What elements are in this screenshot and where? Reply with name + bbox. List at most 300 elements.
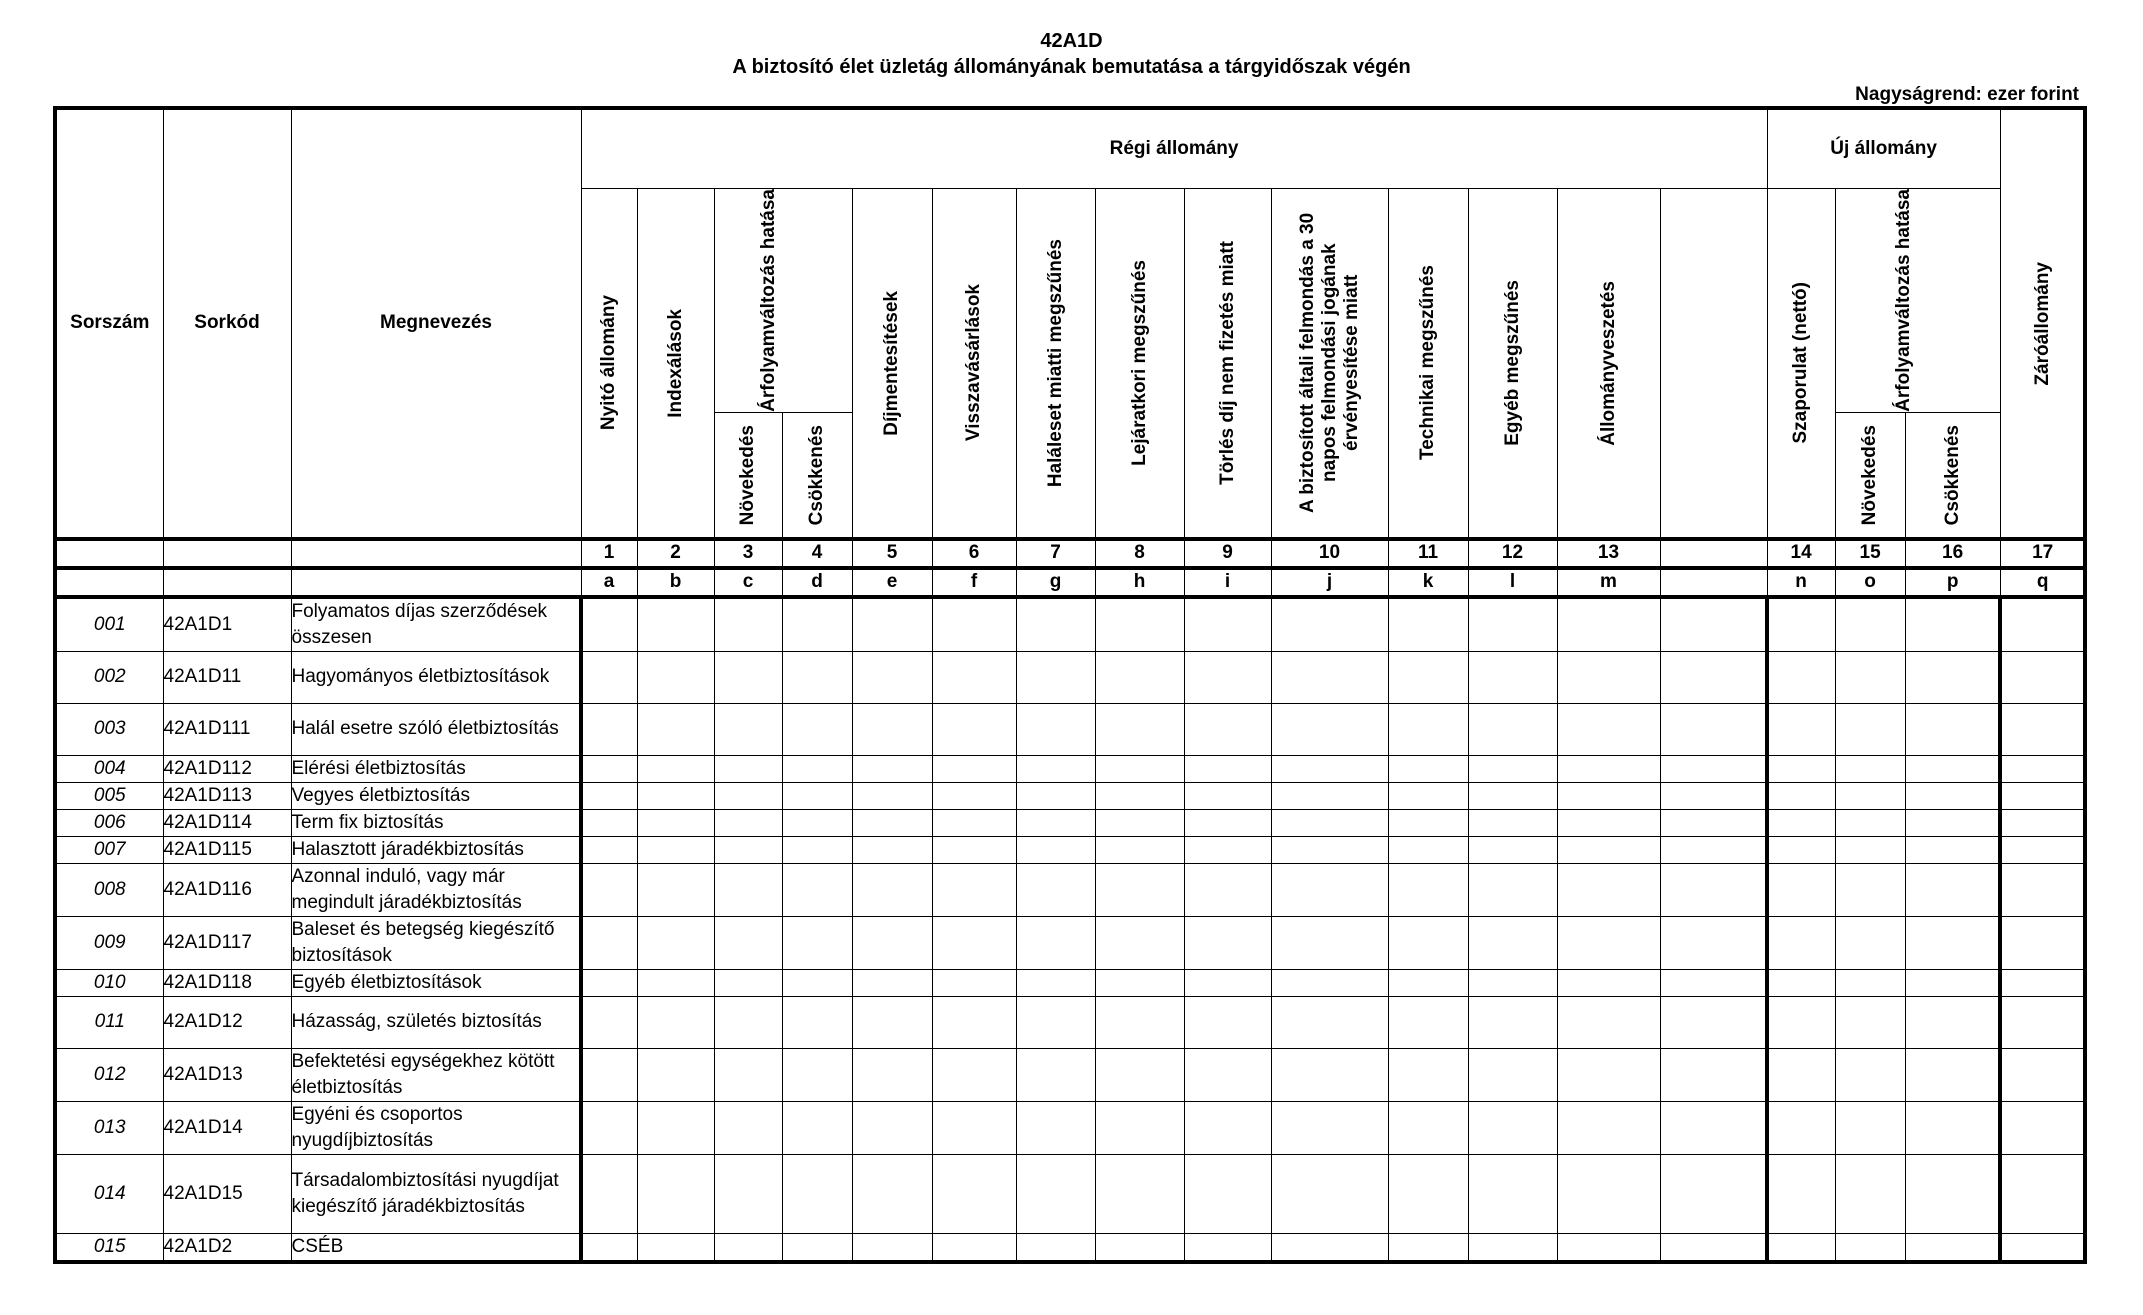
value-cell[interactable] — [581, 1101, 637, 1154]
value-cell[interactable] — [1184, 1154, 1271, 1233]
value-cell[interactable] — [1184, 809, 1271, 836]
value-cell[interactable] — [782, 1154, 852, 1233]
value-cell[interactable] — [1095, 836, 1184, 863]
value-cell[interactable] — [1905, 1233, 2000, 1262]
value-cell[interactable] — [1271, 969, 1388, 996]
value-cell[interactable] — [1557, 597, 1660, 652]
value-cell[interactable] — [1905, 916, 2000, 969]
value-cell[interactable] — [1095, 1101, 1184, 1154]
value-cell[interactable] — [782, 597, 852, 652]
value-cell[interactable] — [714, 597, 782, 652]
value-cell[interactable] — [1835, 836, 1905, 863]
value-cell[interactable] — [852, 863, 932, 916]
value-cell[interactable] — [1557, 836, 1660, 863]
value-cell[interactable] — [714, 836, 782, 863]
value-cell[interactable] — [1271, 836, 1388, 863]
value-cell[interactable] — [1468, 1233, 1557, 1262]
value-cell[interactable] — [1468, 863, 1557, 916]
value-cell[interactable] — [581, 1233, 637, 1262]
value-cell[interactable] — [1767, 836, 1835, 863]
value-cell[interactable] — [581, 1154, 637, 1233]
value-cell[interactable] — [1468, 703, 1557, 755]
value-cell[interactable] — [1468, 916, 1557, 969]
value-cell[interactable] — [1184, 782, 1271, 809]
value-cell[interactable] — [1905, 809, 2000, 836]
value-cell[interactable] — [637, 836, 714, 863]
value-cell[interactable] — [1468, 1048, 1557, 1101]
value-cell[interactable] — [1468, 996, 1557, 1048]
value-cell[interactable] — [1468, 969, 1557, 996]
value-cell[interactable] — [782, 996, 852, 1048]
value-cell[interactable] — [1184, 755, 1271, 782]
value-cell[interactable] — [1557, 1154, 1660, 1233]
value-cell[interactable] — [1388, 996, 1468, 1048]
value-cell[interactable] — [1660, 809, 1767, 836]
value-cell[interactable] — [1016, 863, 1095, 916]
value-cell[interactable] — [1660, 597, 1767, 652]
value-cell[interactable] — [782, 1101, 852, 1154]
col-letter: c — [714, 568, 782, 597]
value-cell[interactable] — [932, 836, 1016, 863]
value-cell[interactable] — [637, 1048, 714, 1101]
value-cell[interactable] — [581, 836, 637, 863]
value-cell[interactable] — [782, 651, 852, 703]
row-code: 42A1D12 — [163, 996, 291, 1048]
row-code: 42A1D1 — [163, 597, 291, 652]
value-cell[interactable] — [852, 996, 932, 1048]
value-cell[interactable] — [1095, 782, 1184, 809]
value-cell[interactable] — [1767, 703, 1835, 755]
value-cell[interactable] — [581, 597, 637, 652]
value-cell[interactable] — [1388, 782, 1468, 809]
value-cell[interactable] — [637, 651, 714, 703]
row-name: Egyéni és csoportos nyugdíjbiztosítás — [291, 1101, 581, 1154]
value-cell[interactable] — [1271, 651, 1388, 703]
value-cell[interactable] — [1905, 597, 2000, 652]
value-cell[interactable] — [1767, 996, 1835, 1048]
value-cell[interactable] — [1095, 651, 1184, 703]
value-cell[interactable] — [1468, 597, 1557, 652]
value-cell[interactable] — [932, 969, 1016, 996]
value-cell[interactable] — [1557, 651, 1660, 703]
table-row — [55, 703, 2085, 755]
col-letter: l — [1468, 568, 1557, 597]
value-cell[interactable] — [782, 1233, 852, 1262]
value-cell[interactable] — [1660, 1101, 1767, 1154]
value-cell[interactable] — [1016, 755, 1095, 782]
value-cell[interactable] — [1016, 1048, 1095, 1101]
value-cell[interactable] — [1095, 863, 1184, 916]
value-cell[interactable] — [1905, 836, 2000, 863]
value-cell[interactable] — [1016, 597, 1095, 652]
value-cell[interactable] — [714, 651, 782, 703]
value-cell[interactable] — [782, 916, 852, 969]
value-cell[interactable] — [1767, 782, 1835, 809]
value-cell[interactable] — [852, 755, 932, 782]
value-cell[interactable] — [1184, 836, 1271, 863]
value-cell[interactable] — [2000, 836, 2085, 863]
value-cell[interactable] — [1905, 1154, 2000, 1233]
value-cell[interactable] — [932, 651, 1016, 703]
value-cell[interactable] — [581, 809, 637, 836]
col-letter: e — [852, 568, 932, 597]
row-name: Vegyes életbiztosítás — [291, 782, 581, 809]
col-letter: k — [1388, 568, 1468, 597]
value-cell[interactable] — [1905, 651, 2000, 703]
value-cell[interactable] — [1835, 755, 1905, 782]
value-cell[interactable] — [932, 809, 1016, 836]
value-cell[interactable] — [2000, 1233, 2085, 1262]
value-cell[interactable] — [581, 863, 637, 916]
value-cell[interactable] — [1767, 1101, 1835, 1154]
value-cell[interactable] — [714, 996, 782, 1048]
value-cell[interactable] — [852, 703, 932, 755]
value-cell[interactable] — [1557, 916, 1660, 969]
value-cell[interactable] — [1016, 651, 1095, 703]
col-novekedes: Növekedés — [714, 412, 782, 539]
row-code: 42A1D112 — [163, 755, 291, 782]
value-cell[interactable] — [852, 969, 932, 996]
value-cell[interactable] — [1388, 755, 1468, 782]
row-name: Társadalombiztosítási nyugdíjat kiegészítő járadékbiztosítás — [291, 1154, 581, 1233]
value-cell[interactable] — [852, 1048, 932, 1101]
value-cell[interactable] — [1016, 836, 1095, 863]
value-cell[interactable] — [1271, 809, 1388, 836]
value-cell[interactable] — [1271, 916, 1388, 969]
value-cell[interactable] — [1468, 755, 1557, 782]
value-cell[interactable] — [1835, 1048, 1905, 1101]
value-cell[interactable] — [782, 969, 852, 996]
value-cell[interactable] — [1660, 863, 1767, 916]
value-cell[interactable] — [932, 916, 1016, 969]
col-technikai: Technikai megszűnés — [1388, 189, 1468, 539]
value-cell[interactable] — [2000, 782, 2085, 809]
value-cell[interactable] — [637, 755, 714, 782]
value-cell[interactable] — [714, 1101, 782, 1154]
value-cell[interactable] — [2000, 1154, 2085, 1233]
value-cell[interactable] — [1835, 703, 1905, 755]
value-cell[interactable] — [1388, 836, 1468, 863]
col-letter: h — [1095, 568, 1184, 597]
value-cell[interactable] — [2000, 597, 2085, 652]
value-cell[interactable] — [1557, 1233, 1660, 1262]
value-cell[interactable] — [1388, 651, 1468, 703]
value-cell[interactable] — [2000, 703, 2085, 755]
col-sorkod: Sorkód — [163, 108, 291, 539]
value-cell[interactable] — [637, 969, 714, 996]
value-cell[interactable] — [852, 809, 932, 836]
value-cell[interactable] — [1271, 1101, 1388, 1154]
value-cell[interactable] — [1468, 809, 1557, 836]
col-number: 17 — [2000, 539, 2085, 568]
value-cell[interactable] — [1388, 1154, 1468, 1233]
value-cell[interactable] — [1184, 1048, 1271, 1101]
value-cell[interactable] — [1557, 863, 1660, 916]
value-cell[interactable] — [1835, 597, 1905, 652]
value-cell[interactable] — [1271, 863, 1388, 916]
value-cell[interactable] — [1905, 782, 2000, 809]
value-cell[interactable] — [1905, 863, 2000, 916]
value-cell[interactable] — [1557, 1101, 1660, 1154]
value-cell[interactable] — [1767, 651, 1835, 703]
value-cell[interactable] — [1016, 1154, 1095, 1233]
value-cell[interactable] — [714, 782, 782, 809]
value-cell[interactable] — [1095, 703, 1184, 755]
value-cell[interactable] — [1905, 969, 2000, 996]
value-cell[interactable] — [1767, 863, 1835, 916]
row-name: Folyamatos díjas szerződések összesen — [291, 597, 581, 652]
value-cell[interactable] — [1388, 703, 1468, 755]
value-cell[interactable] — [637, 809, 714, 836]
value-cell[interactable] — [1016, 916, 1095, 969]
value-cell[interactable] — [1016, 782, 1095, 809]
value-cell[interactable] — [1016, 809, 1095, 836]
value-cell[interactable] — [932, 1154, 1016, 1233]
value-cell[interactable] — [1095, 916, 1184, 969]
value-cell[interactable] — [714, 916, 782, 969]
value-cell[interactable] — [637, 1101, 714, 1154]
value-cell[interactable] — [714, 1154, 782, 1233]
value-cell[interactable] — [2000, 863, 2085, 916]
value-cell[interactable] — [2000, 651, 2085, 703]
value-cell[interactable] — [1557, 996, 1660, 1048]
value-cell[interactable] — [1388, 1101, 1468, 1154]
value-cell[interactable] — [2000, 969, 2085, 996]
value-cell[interactable] — [1095, 969, 1184, 996]
value-cell[interactable] — [1557, 703, 1660, 755]
value-cell[interactable] — [1557, 782, 1660, 809]
value-cell[interactable] — [782, 1048, 852, 1101]
value-cell[interactable] — [1271, 1154, 1388, 1233]
value-cell[interactable] — [1835, 969, 1905, 996]
value-cell[interactable] — [1905, 1101, 2000, 1154]
value-cell[interactable] — [782, 863, 852, 916]
value-cell[interactable] — [581, 996, 637, 1048]
value-cell[interactable] — [932, 782, 1016, 809]
value-cell[interactable] — [637, 996, 714, 1048]
value-cell[interactable] — [1095, 1154, 1184, 1233]
value-cell[interactable] — [714, 863, 782, 916]
value-cell[interactable] — [1184, 996, 1271, 1048]
value-cell[interactable] — [1660, 651, 1767, 703]
group-arfolyam-uj: Árfolyamváltozás hatása — [1835, 189, 2000, 413]
value-cell[interactable] — [714, 1233, 782, 1262]
table-row — [55, 836, 2085, 863]
value-cell[interactable] — [581, 755, 637, 782]
value-cell[interactable] — [1271, 597, 1388, 652]
value-cell[interactable] — [637, 916, 714, 969]
value-cell[interactable] — [852, 1101, 932, 1154]
value-cell[interactable] — [1835, 651, 1905, 703]
value-cell[interactable] — [932, 1101, 1016, 1154]
value-cell[interactable] — [581, 969, 637, 996]
value-cell[interactable] — [2000, 996, 2085, 1048]
value-cell[interactable] — [932, 703, 1016, 755]
value-cell[interactable] — [714, 703, 782, 755]
value-cell[interactable] — [782, 703, 852, 755]
value-cell[interactable] — [1557, 755, 1660, 782]
value-cell[interactable] — [1557, 1048, 1660, 1101]
value-cell[interactable] — [1767, 1154, 1835, 1233]
value-cell[interactable] — [714, 969, 782, 996]
value-cell[interactable] — [932, 996, 1016, 1048]
value-cell[interactable] — [714, 809, 782, 836]
value-cell[interactable] — [637, 782, 714, 809]
value-cell[interactable] — [1905, 703, 2000, 755]
value-cell[interactable] — [581, 1048, 637, 1101]
value-cell[interactable] — [852, 651, 932, 703]
value-cell[interactable] — [932, 597, 1016, 652]
table-row — [55, 916, 2085, 969]
value-cell[interactable] — [1388, 1233, 1468, 1262]
value-cell[interactable] — [1095, 755, 1184, 782]
value-cell[interactable] — [1905, 996, 2000, 1048]
col-letter: o — [1835, 568, 1905, 597]
value-cell[interactable] — [2000, 1048, 2085, 1101]
value-cell[interactable] — [1660, 703, 1767, 755]
col-letter: m — [1557, 568, 1660, 597]
value-cell[interactable] — [637, 863, 714, 916]
value-cell[interactable] — [1835, 1101, 1905, 1154]
value-cell[interactable] — [1016, 1101, 1095, 1154]
value-cell[interactable] — [1184, 863, 1271, 916]
value-cell[interactable] — [782, 809, 852, 836]
value-cell[interactable] — [1095, 1048, 1184, 1101]
value-cell[interactable] — [1271, 782, 1388, 809]
row-code: 42A1D14 — [163, 1101, 291, 1154]
value-cell[interactable] — [852, 916, 932, 969]
value-cell[interactable] — [782, 782, 852, 809]
value-cell[interactable] — [1095, 809, 1184, 836]
value-cell[interactable] — [1468, 836, 1557, 863]
value-cell[interactable] — [1767, 1233, 1835, 1262]
value-cell[interactable] — [1271, 996, 1388, 1048]
value-cell[interactable] — [581, 916, 637, 969]
value-cell[interactable] — [1767, 755, 1835, 782]
value-cell[interactable] — [1184, 703, 1271, 755]
column-numbers-row — [55, 539, 2085, 568]
value-cell[interactable] — [1835, 1233, 1905, 1262]
value-cell[interactable] — [1835, 809, 1905, 836]
value-cell[interactable] — [1184, 969, 1271, 996]
value-cell[interactable] — [1660, 782, 1767, 809]
value-cell[interactable] — [1388, 1048, 1468, 1101]
value-cell[interactable] — [1016, 703, 1095, 755]
value-cell[interactable] — [1016, 969, 1095, 996]
value-cell[interactable] — [1468, 782, 1557, 809]
value-cell[interactable] — [581, 703, 637, 755]
value-cell[interactable] — [1767, 809, 1835, 836]
value-cell[interactable] — [782, 755, 852, 782]
value-cell[interactable] — [1835, 863, 1905, 916]
value-cell[interactable] — [852, 782, 932, 809]
value-cell[interactable] — [1388, 809, 1468, 836]
value-cell[interactable] — [1557, 969, 1660, 996]
value-cell[interactable] — [1835, 916, 1905, 969]
col-novekedes-uj: Növekedés — [1835, 412, 1905, 539]
value-cell[interactable] — [932, 1233, 1016, 1262]
group-uj-allomany: Új állomány — [1767, 108, 2000, 189]
value-cell[interactable] — [1660, 836, 1767, 863]
value-cell[interactable] — [1271, 1233, 1388, 1262]
value-cell[interactable] — [1388, 916, 1468, 969]
value-cell[interactable] — [1271, 755, 1388, 782]
value-cell[interactable] — [782, 836, 852, 863]
value-cell[interactable] — [581, 651, 637, 703]
value-cell[interactable] — [852, 1154, 932, 1233]
value-cell[interactable] — [852, 597, 932, 652]
value-cell[interactable] — [1660, 969, 1767, 996]
value-cell[interactable] — [1468, 1154, 1557, 1233]
value-cell[interactable] — [1468, 1101, 1557, 1154]
value-cell[interactable] — [714, 755, 782, 782]
value-cell[interactable] — [932, 1048, 1016, 1101]
value-cell[interactable] — [1184, 651, 1271, 703]
value-cell[interactable] — [2000, 916, 2085, 969]
value-cell[interactable] — [1468, 651, 1557, 703]
row-code: 42A1D116 — [163, 863, 291, 916]
value-cell[interactable] — [852, 836, 932, 863]
value-cell[interactable] — [1184, 1233, 1271, 1262]
value-cell[interactable] — [1905, 755, 2000, 782]
value-cell[interactable] — [1184, 1101, 1271, 1154]
value-cell[interactable] — [637, 1233, 714, 1262]
value-cell[interactable] — [1095, 597, 1184, 652]
value-cell[interactable] — [1271, 703, 1388, 755]
value-cell[interactable] — [2000, 755, 2085, 782]
value-cell[interactable] — [2000, 809, 2085, 836]
value-cell[interactable] — [714, 1048, 782, 1101]
value-cell[interactable] — [1767, 1048, 1835, 1101]
col-letter: i — [1184, 568, 1271, 597]
value-cell[interactable] — [1388, 597, 1468, 652]
value-cell[interactable] — [852, 1233, 932, 1262]
value-cell[interactable] — [1660, 1154, 1767, 1233]
value-cell[interactable] — [1388, 969, 1468, 996]
value-cell[interactable] — [1767, 597, 1835, 652]
value-cell[interactable] — [1271, 1048, 1388, 1101]
value-cell[interactable] — [1388, 863, 1468, 916]
col-number: 1 — [581, 539, 637, 568]
value-cell[interactable] — [932, 755, 1016, 782]
col-felmondas: A biztosított általi felmondás a 30 napos felmondási jogának érvényesítése miatt — [1271, 189, 1388, 539]
value-cell[interactable] — [1835, 996, 1905, 1048]
value-cell[interactable] — [1660, 1048, 1767, 1101]
value-cell[interactable] — [1767, 916, 1835, 969]
value-cell[interactable] — [1660, 1233, 1767, 1262]
value-cell[interactable] — [637, 597, 714, 652]
value-cell[interactable] — [1660, 996, 1767, 1048]
value-cell[interactable] — [637, 1154, 714, 1233]
value-cell[interactable] — [932, 863, 1016, 916]
value-cell[interactable] — [1835, 1154, 1905, 1233]
value-cell[interactable] — [1835, 782, 1905, 809]
value-cell[interactable] — [1767, 969, 1835, 996]
value-cell[interactable] — [1905, 1048, 2000, 1101]
value-cell[interactable] — [1095, 1233, 1184, 1262]
value-cell[interactable] — [581, 782, 637, 809]
value-cell[interactable] — [637, 703, 714, 755]
value-cell[interactable] — [1095, 996, 1184, 1048]
value-cell[interactable] — [1557, 809, 1660, 836]
value-cell[interactable] — [1660, 916, 1767, 969]
value-cell[interactable] — [1184, 597, 1271, 652]
value-cell[interactable] — [1660, 755, 1767, 782]
value-cell[interactable] — [1184, 916, 1271, 969]
value-cell[interactable] — [1016, 996, 1095, 1048]
value-cell[interactable] — [2000, 1101, 2085, 1154]
value-cell[interactable] — [1016, 1233, 1095, 1262]
